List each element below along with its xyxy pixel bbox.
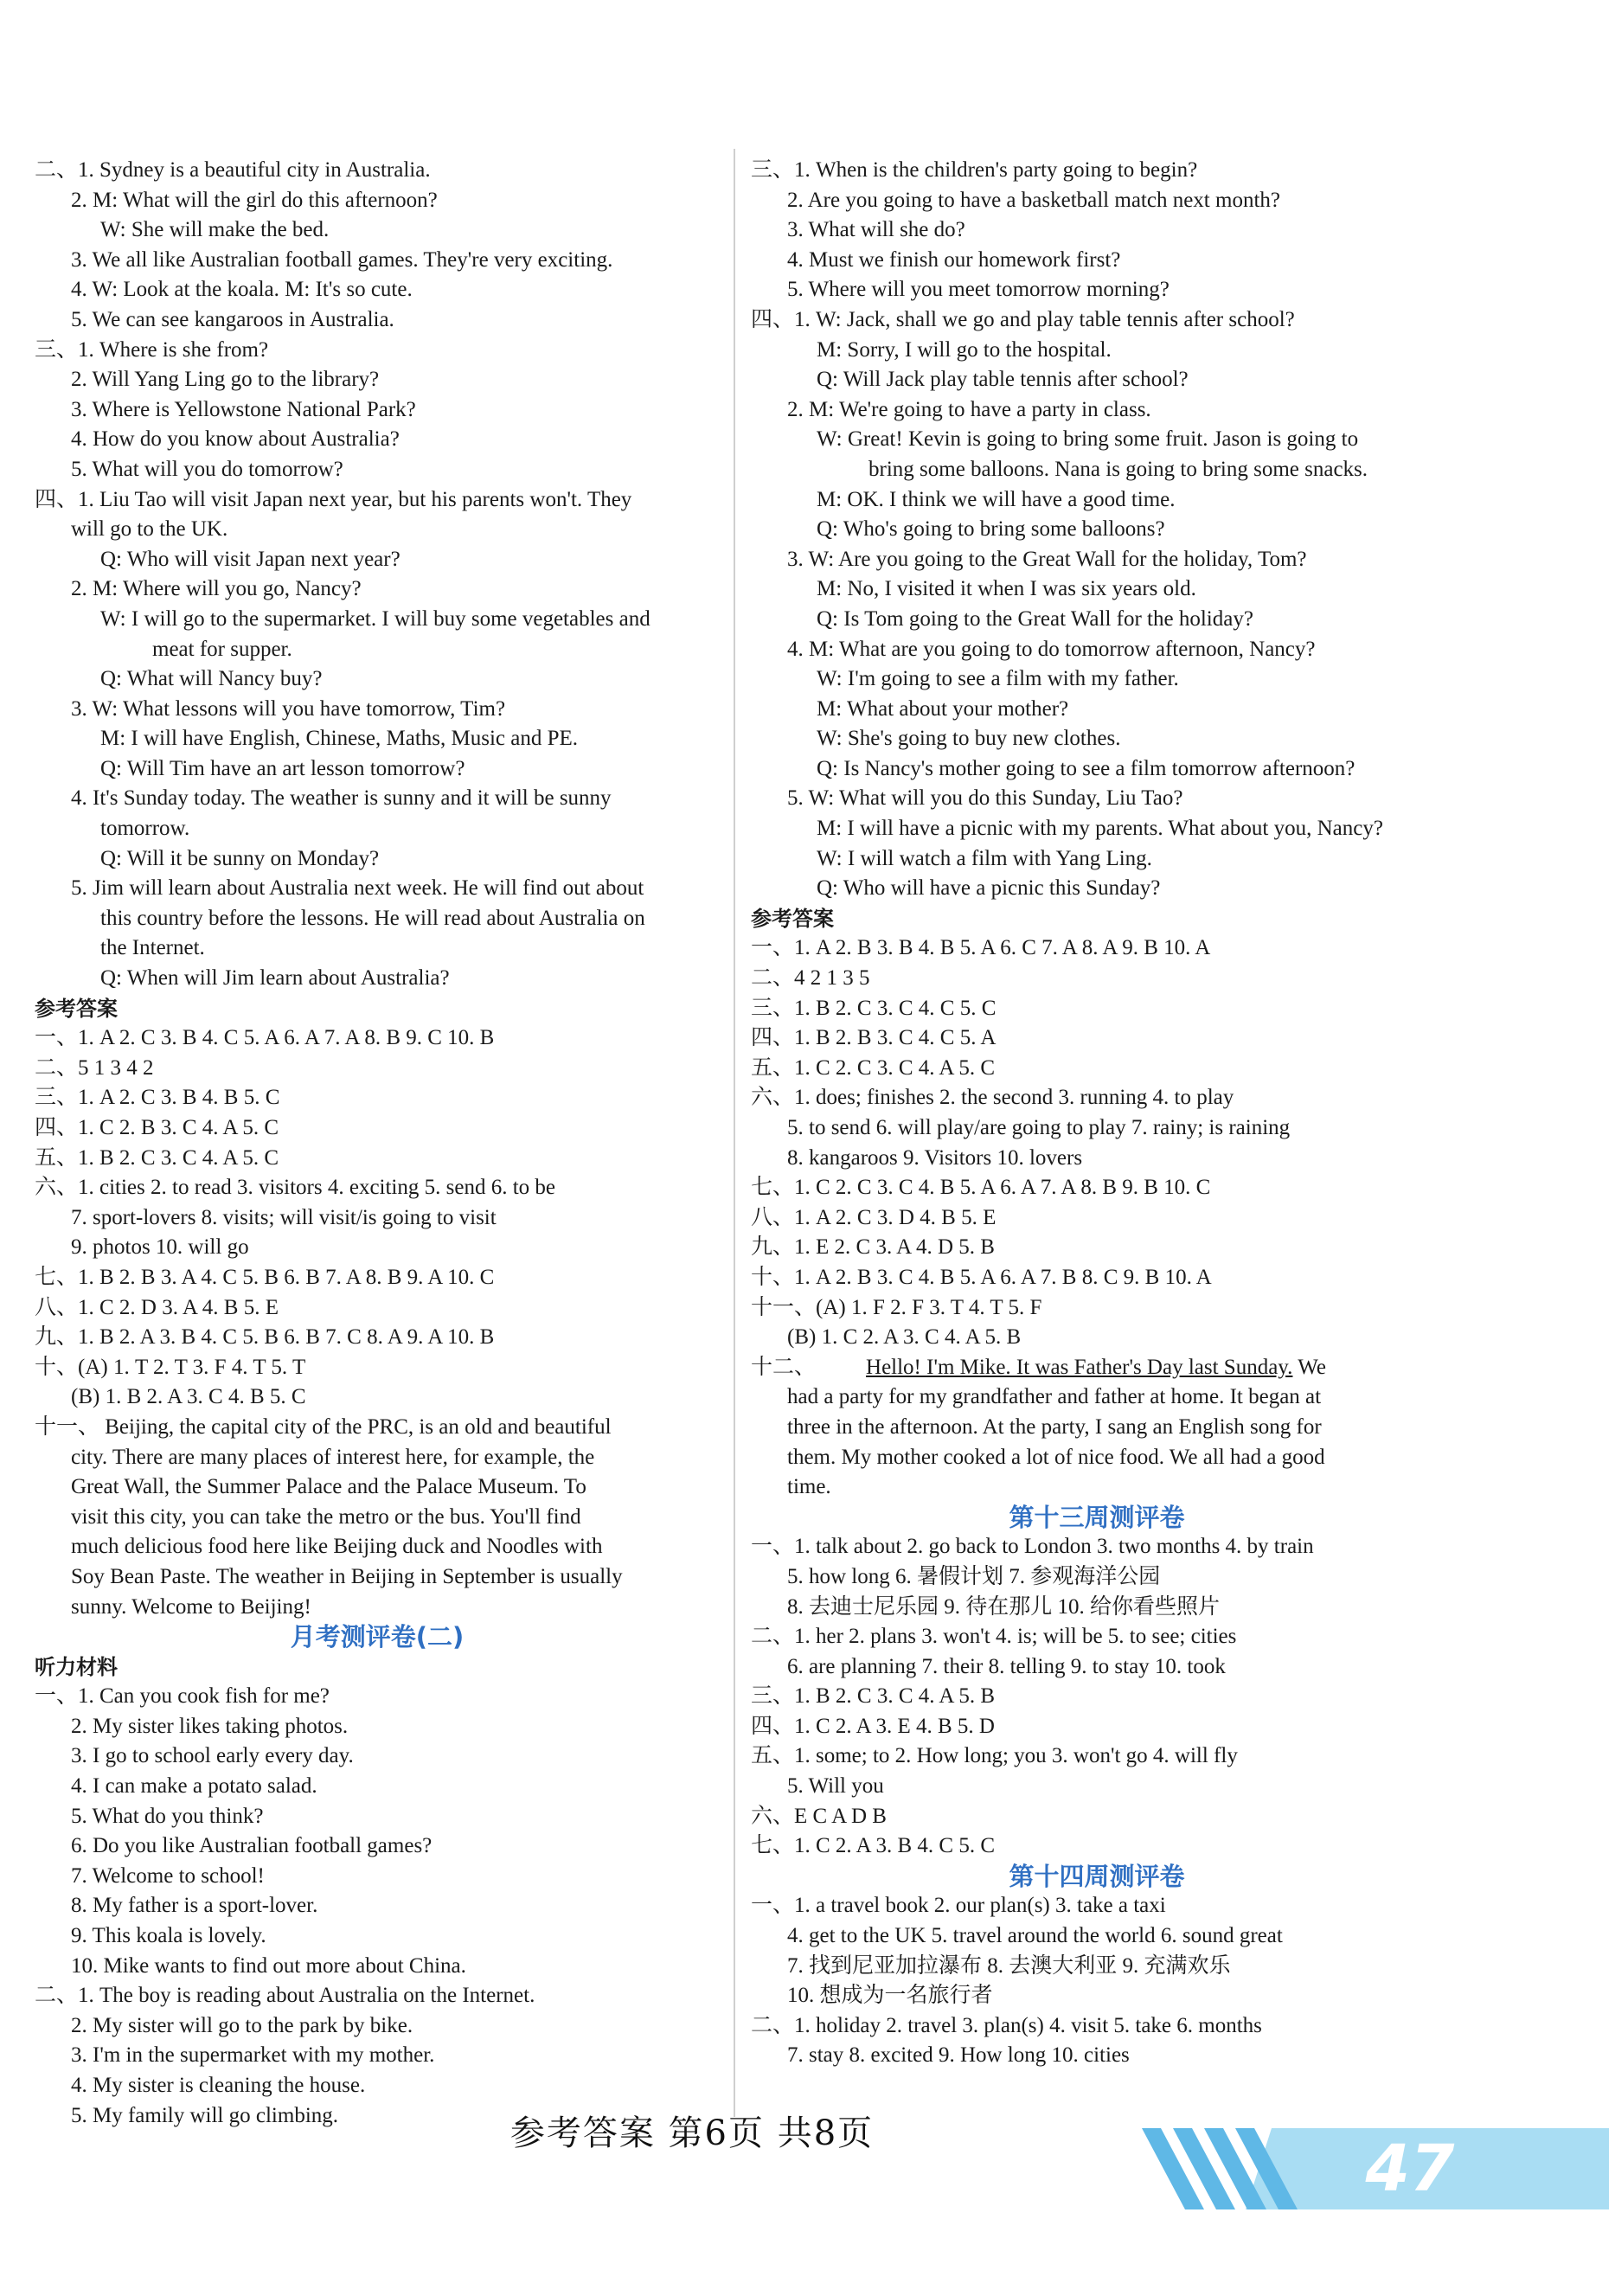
text-line: W: I will watch a film with Yang Ling. xyxy=(817,846,1152,870)
text-line: 5. Jim will learn about Australia next week. He will find out about xyxy=(71,876,644,901)
text-line: 二、1. The boy is reading about Australia on the Internet. xyxy=(35,1984,535,2008)
footer-page-label: 参考答案 第6页 共8页 xyxy=(509,2113,875,2153)
text-line: 6. are planning 7. their 8. telling 9. to stay 10. took xyxy=(787,1654,1226,1678)
text-line: 十、(A) 1. T 2. T 3. F 4. T 5. T xyxy=(35,1355,306,1379)
text-line: 4. It's Sunday today. The weather is sunny and it will be sunny xyxy=(71,786,612,811)
text-line: 一、1. A 2. C 3. B 4. C 5. A 6. A 7. A 8. B 9. C 10. B xyxy=(35,1026,495,1050)
text-line: Q: Who will have a picnic this Sunday? xyxy=(817,876,1161,901)
text-line: 4. M: What are you going to do tomorrow afternoon, Nancy? xyxy=(787,637,1316,661)
text-line: 四、1. Liu Tao will visit Japan next year, but his parents won't. They xyxy=(35,487,632,511)
text-line: W: She will make the bed. xyxy=(100,218,330,242)
text-line: 二、1. Sydney is a beautiful city in Australia. xyxy=(35,158,431,182)
text-line: three in the afternoon. At the party, I sang an English song for xyxy=(787,1414,1322,1439)
text-line: 4. W: Look at the koala. M: It's so cute. xyxy=(71,278,413,302)
text-line: 三、1. A 2. C 3. B 4. B 5. C xyxy=(35,1086,280,1110)
section-heading: 听力材料 xyxy=(35,1654,118,1679)
text-line: 2. My sister likes taking photos. xyxy=(71,1714,349,1738)
text-line: 5. My family will go climbing. xyxy=(71,2103,339,2127)
text-line: Q: Who will visit Japan next year? xyxy=(100,547,401,571)
text-line: 一、1. a travel book 2. our plan(s) 3. take a taxi xyxy=(751,1894,1166,1918)
text-line: 二、4 2 1 3 5 xyxy=(751,966,870,991)
text-line: 四、1. W: Jack, shall we go and play table tennis after school? xyxy=(751,307,1295,331)
text-line: M: OK. I think we will have a good time. xyxy=(817,487,1176,511)
section-title: 第十四周测评卷 xyxy=(1009,1861,1185,1891)
text-line: Q: Who's going to bring some balloons? xyxy=(817,517,1165,542)
text-line: Q: Is Tom going to the Great Wall for the holiday? xyxy=(817,606,1253,631)
text-line: 一、1. A 2. B 3. B 4. B 5. A 6. C 7. A 8. A 9. B 10. A xyxy=(751,936,1211,960)
text-line: this country before the lessons. He will read about Australia on xyxy=(100,906,645,930)
text-line: 3. W: What lessons will you have tomorrow, Tim? xyxy=(71,696,506,721)
text-line: 六、1. cities 2. to read 3. visitors 4. exciting 5. send 6. to be xyxy=(35,1176,555,1200)
text-line: M: No, I visited it when I was six years old. xyxy=(817,577,1196,601)
text-line: 九、1. E 2. C 3. A 4. D 5. B xyxy=(751,1235,995,1260)
text-line: M: Sorry, I will go to the hospital. xyxy=(817,337,1112,362)
text-line: 八、1. C 2. D 3. A 4. B 5. E xyxy=(35,1295,279,1319)
text-line: Great Wall, the Summer Palace and the Palace Museum. To xyxy=(71,1475,586,1499)
right-column xyxy=(751,156,1443,2071)
text-line: meat for supper. xyxy=(152,637,292,661)
text-line: Q: When will Jim learn about Australia? xyxy=(100,966,450,991)
text-line: city. There are many places of interest here, for example, the xyxy=(71,1445,595,1469)
text-line: 四、1. C 2. B 3. C 4. A 5. C xyxy=(35,1116,279,1139)
text-line: visit this city, you can take the metro or the bus. You'll find xyxy=(71,1504,581,1529)
text-line: 4. get to the UK 5. travel around the world 6. sound great xyxy=(787,1924,1283,1948)
text-line: 2. M: Where will you go, Nancy? xyxy=(71,577,362,601)
text-line: 8. 去迪士尼乐园 9. 待在那儿 10. 给你看些照片 xyxy=(787,1594,1221,1619)
text-line: 6. Do you like Australian football games? xyxy=(71,1834,433,1858)
text-line: 5. to send 6. will play/are going to play 7. rainy; is raining xyxy=(787,1116,1291,1139)
text-line: Q: Will Tim have an art lesson tomorrow? xyxy=(100,756,465,780)
text-line: sunny. Welcome to Beijing! xyxy=(71,1594,311,1619)
text-line: 一、1. Can you cook fish for me? xyxy=(35,1684,330,1709)
text-line: 7. sport-lovers 8. visits; will visit/is going to visit xyxy=(71,1205,497,1229)
text-line: 2. My sister will go to the park by bike. xyxy=(71,2013,413,2037)
text-line: 七、1. C 2. A 3. B 4. C 5. C xyxy=(751,1834,995,1858)
text-line: 七、1. B 2. B 3. A 4. C 5. B 6. B 7. A 8. B 9. A 10. C xyxy=(35,1265,495,1289)
text-line: 5. how long 6. 暑假计划 7. 参观海洋公园 xyxy=(787,1564,1161,1588)
text-line: Q: Will Jack play table tennis after school? xyxy=(817,368,1189,392)
text-line: 十一、(A) 1. F 2. F 3. T 4. T 5. F xyxy=(751,1295,1042,1319)
text-line: 5. Where will you meet tomorrow morning? xyxy=(787,278,1170,302)
text-line: 3. I'm in the supermarket with my mother. xyxy=(71,2043,435,2068)
text-line: 9. This koala is lovely. xyxy=(71,1924,266,1948)
text-line: them. My mother cooked a lot of nice food. We all had a good xyxy=(787,1445,1325,1469)
text-line: 2. Are you going to have a basketball match next month? xyxy=(787,188,1280,212)
text-line: Q: What will Nancy buy? xyxy=(100,667,323,691)
text-line: 五、1. some; to 2. How long; you 3. won't go 4. will fly xyxy=(751,1744,1238,1768)
text-line: 7. Welcome to school! xyxy=(71,1863,265,1888)
section-title: 月考测评卷(二) xyxy=(290,1622,465,1652)
column-divider xyxy=(734,149,735,2117)
text-line: 3. What will she do? xyxy=(787,218,965,242)
text-line: 4. My sister is cleaning the house. xyxy=(71,2074,366,2097)
text-line: 10. 想成为一名旅行者 xyxy=(787,1984,993,2008)
text-line: 3. W: Are you going to the Great Wall for the holiday, Tom? xyxy=(787,547,1307,571)
text-line: 5. W: What will you do this Sunday, Liu Tao? xyxy=(787,786,1183,811)
text-line: 5. We can see kangaroos in Australia. xyxy=(71,307,394,331)
text-line: 5. What will you do tomorrow? xyxy=(71,457,343,481)
text-line: much delicious food here like Beijing duck and Noodles with xyxy=(71,1535,603,1559)
text-line: 八、1. A 2. C 3. D 4. B 5. E xyxy=(751,1205,997,1229)
text-line: 十、1. A 2. B 3. C 4. B 5. A 6. A 7. B 8. C 9. B 10. A xyxy=(751,1265,1212,1289)
text-line xyxy=(751,1353,1443,1383)
text-line: 8. kangaroos 9. Visitors 10. lovers xyxy=(787,1145,1083,1170)
text-line: 十一、 Beijing, the capital city of the PRC, is an old and beautiful xyxy=(35,1414,612,1439)
text-line: 3. Where is Yellowstone National Park? xyxy=(71,397,416,421)
text-line: 5. Will you xyxy=(787,1774,884,1799)
text-line: had a party for my grandfather and father at home. It began at xyxy=(787,1385,1322,1409)
text-line: 9. photos 10. will go xyxy=(71,1235,249,1260)
section-heading: 参考答案 xyxy=(35,996,118,1021)
text-line: W: I will go to the supermarket. I will buy some vegetables and xyxy=(100,606,650,631)
text-line: 3. I go to school early every day. xyxy=(71,1744,354,1768)
text-line: 7. stay 8. excited 9. How long 10. cities xyxy=(787,2043,1130,2068)
text-line: 七、1. C 2. C 3. C 4. B 5. A 6. A 7. A 8. B 9. B 10. C xyxy=(751,1176,1211,1200)
text-line: M: I will have a picnic with my parents. What about you, Nancy? xyxy=(817,817,1383,841)
text-line: Soy Bean Paste. The weather in Beijing in September is usually xyxy=(71,1564,623,1588)
page-number: 47 xyxy=(1365,2132,1455,2206)
text-line: W: I'm going to see a film with my father. xyxy=(817,667,1179,691)
line-label: 十二、 xyxy=(751,1355,817,1379)
text-line: 五、1. C 2. C 3. C 4. A 5. C xyxy=(751,1055,995,1080)
text-line: 8. My father is a sport-lover. xyxy=(71,1894,318,1918)
text-line: 5. What do you think? xyxy=(71,1804,264,1828)
text-line: 4. How do you know about Australia? xyxy=(71,427,400,452)
text-line: Q: Is Nancy's mother going to see a film tomorrow afternoon? xyxy=(817,756,1355,780)
text-line: 三、1. Where is she from? xyxy=(35,337,269,362)
text-line: 三、1. When is the children's party going to begin? xyxy=(751,158,1198,182)
text-line: 四、1. B 2. B 3. C 4. C 5. A xyxy=(751,1026,997,1050)
text-line: will go to the UK. xyxy=(71,517,228,542)
text-line: W: She's going to buy new clothes. xyxy=(817,727,1121,751)
text-line: 3. We all like Australian football games. They're very exciting. xyxy=(71,247,613,272)
text-line: (B) 1. B 2. A 3. C 4. B 5. C xyxy=(71,1385,306,1409)
text-line: 三、1. B 2. C 3. C 4. C 5. C xyxy=(751,996,997,1020)
text-line: 二、1. her 2. plans 3. won't 4. is; will be 5. to see; cities xyxy=(751,1625,1237,1649)
text-line: 四、1. C 2. A 3. E 4. B 5. D xyxy=(751,1714,995,1738)
text-line: 2. M: What will the girl do this afternoon? xyxy=(71,188,438,212)
text-line: Q: Will it be sunny on Monday? xyxy=(100,846,380,870)
left-column xyxy=(35,156,720,2131)
text-line: 10. Mike wants to find out more about China. xyxy=(71,1953,466,1978)
text-line: 4. Must we finish our homework first? xyxy=(787,247,1121,272)
text-line: M: What about your mother? xyxy=(817,696,1069,721)
text-line: 二、1. holiday 2. travel 3. plan(s) 4. visit 5. take 6. months xyxy=(751,2013,1262,2037)
text-line: 一、1. talk about 2. go back to London 3. two months 4. by train xyxy=(751,1535,1314,1559)
text-line: 4. I can make a potato salad. xyxy=(71,1774,317,1799)
text-line: 九、1. B 2. A 3. B 4. C 5. B 6. B 7. C 8. A 9. A 10. B xyxy=(35,1325,495,1350)
section-title: 第十三周测评卷 xyxy=(1009,1502,1185,1532)
text-line: W: Great! Kevin is going to bring some fruit. Jason is going to xyxy=(817,427,1359,452)
text-line: 三、1. B 2. C 3. C 4. A 5. B xyxy=(751,1684,995,1709)
text-line: M: I will have English, Chinese, Maths, Music and PE. xyxy=(100,727,579,751)
text-line: 2. M: We're going to have a party in class. xyxy=(787,397,1151,421)
text-line: time. xyxy=(787,1475,831,1499)
text-line: 7. 找到尼亚加拉瀑布 8. 去澳大利亚 9. 充满欢乐 xyxy=(787,1953,1231,1978)
text-line: the Internet. xyxy=(100,936,205,960)
section-heading: 参考答案 xyxy=(751,906,834,931)
text-line: tomorrow. xyxy=(100,817,190,841)
text-line: 五、1. B 2. C 3. C 4. A 5. C xyxy=(35,1145,279,1170)
text-line: bring some balloons. Nana is going to bring some snacks. xyxy=(868,457,1368,481)
text-line: 二、5 1 3 4 2 xyxy=(35,1055,154,1080)
text-line: 六、E C A D B xyxy=(751,1804,887,1828)
underlined-sentence: Hello! I'm Mike. It was Father's Day last Sunday. xyxy=(866,1355,1293,1379)
text-line: 2. Will Yang Ling go to the library? xyxy=(71,368,380,392)
text-line: (B) 1. C 2. A 3. C 4. A 5. B xyxy=(787,1325,1022,1350)
line-remainder: We xyxy=(1292,1355,1326,1379)
text-line: 六、1. does; finishes 2. the second 3. running 4. to play xyxy=(751,1086,1234,1110)
